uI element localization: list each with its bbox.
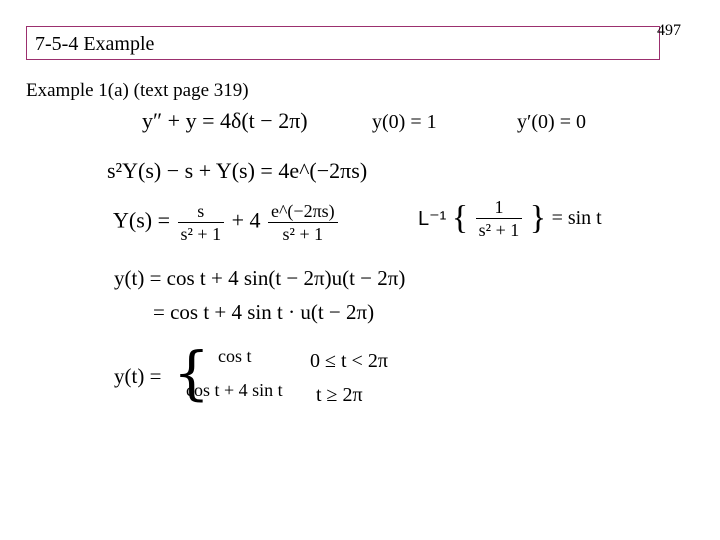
plus-four: + 4 bbox=[231, 207, 261, 233]
solved-Y-lhs: Y(s) = bbox=[113, 207, 171, 233]
solution-line-1: y(t) = cos t + 4 sin(t − 2π)u(t − 2π) bbox=[114, 266, 406, 290]
solved-Y-equation bbox=[113, 200, 340, 245]
left-brace: { bbox=[451, 199, 469, 237]
piecewise-brace: { bbox=[173, 339, 210, 407]
inverse-result: = sin t bbox=[551, 207, 602, 229]
fraction-denominator: s² + 1 bbox=[178, 222, 225, 245]
transformed-equation bbox=[107, 158, 367, 184]
fraction-exp-over-s2plus1 bbox=[268, 200, 338, 245]
fraction-denominator: s² + 1 bbox=[268, 222, 338, 245]
fraction-s-over-s2plus1 bbox=[178, 200, 225, 245]
title-frame bbox=[26, 26, 660, 60]
fraction-1-over-s2plus1 bbox=[476, 196, 523, 241]
initial-condition-dy0: y′(0) = 0 bbox=[517, 111, 586, 133]
piece2-expression: cos t + 4 sin t bbox=[186, 380, 283, 400]
solution-line-2: = cos t + 4 sin t · u(t − 2π) bbox=[153, 300, 375, 324]
page-number: 497 bbox=[657, 22, 681, 39]
right-brace: } bbox=[529, 199, 547, 237]
transformed-equation-text: s²Y(s) − s + Y(s) = 4e^(−2πs) bbox=[107, 158, 368, 183]
fraction-numerator: e^(−2πs) bbox=[271, 201, 335, 221]
inverse-laplace-operator: L⁻¹ bbox=[418, 208, 447, 230]
initial-condition-y0: y(0) = 1 bbox=[372, 111, 437, 133]
fraction-numerator: 1 bbox=[494, 197, 504, 217]
fraction-numerator: s bbox=[197, 201, 205, 221]
piece2-condition: t ≥ 2π bbox=[316, 384, 363, 406]
example-subtitle: Example 1(a) (text page 319) bbox=[26, 80, 249, 101]
fraction-denominator: s² + 1 bbox=[476, 218, 523, 241]
slide-title: 7-5-4 Example bbox=[35, 33, 155, 55]
piece1-condition: 0 ≤ t < 2π bbox=[310, 350, 388, 372]
inverse-laplace-identity bbox=[418, 196, 602, 241]
piece1-expression: cos t bbox=[218, 346, 252, 366]
piecewise-lhs: y(t) = bbox=[114, 364, 162, 388]
ode-equation: y″ + y = 4δ(t − 2π) bbox=[142, 108, 308, 133]
